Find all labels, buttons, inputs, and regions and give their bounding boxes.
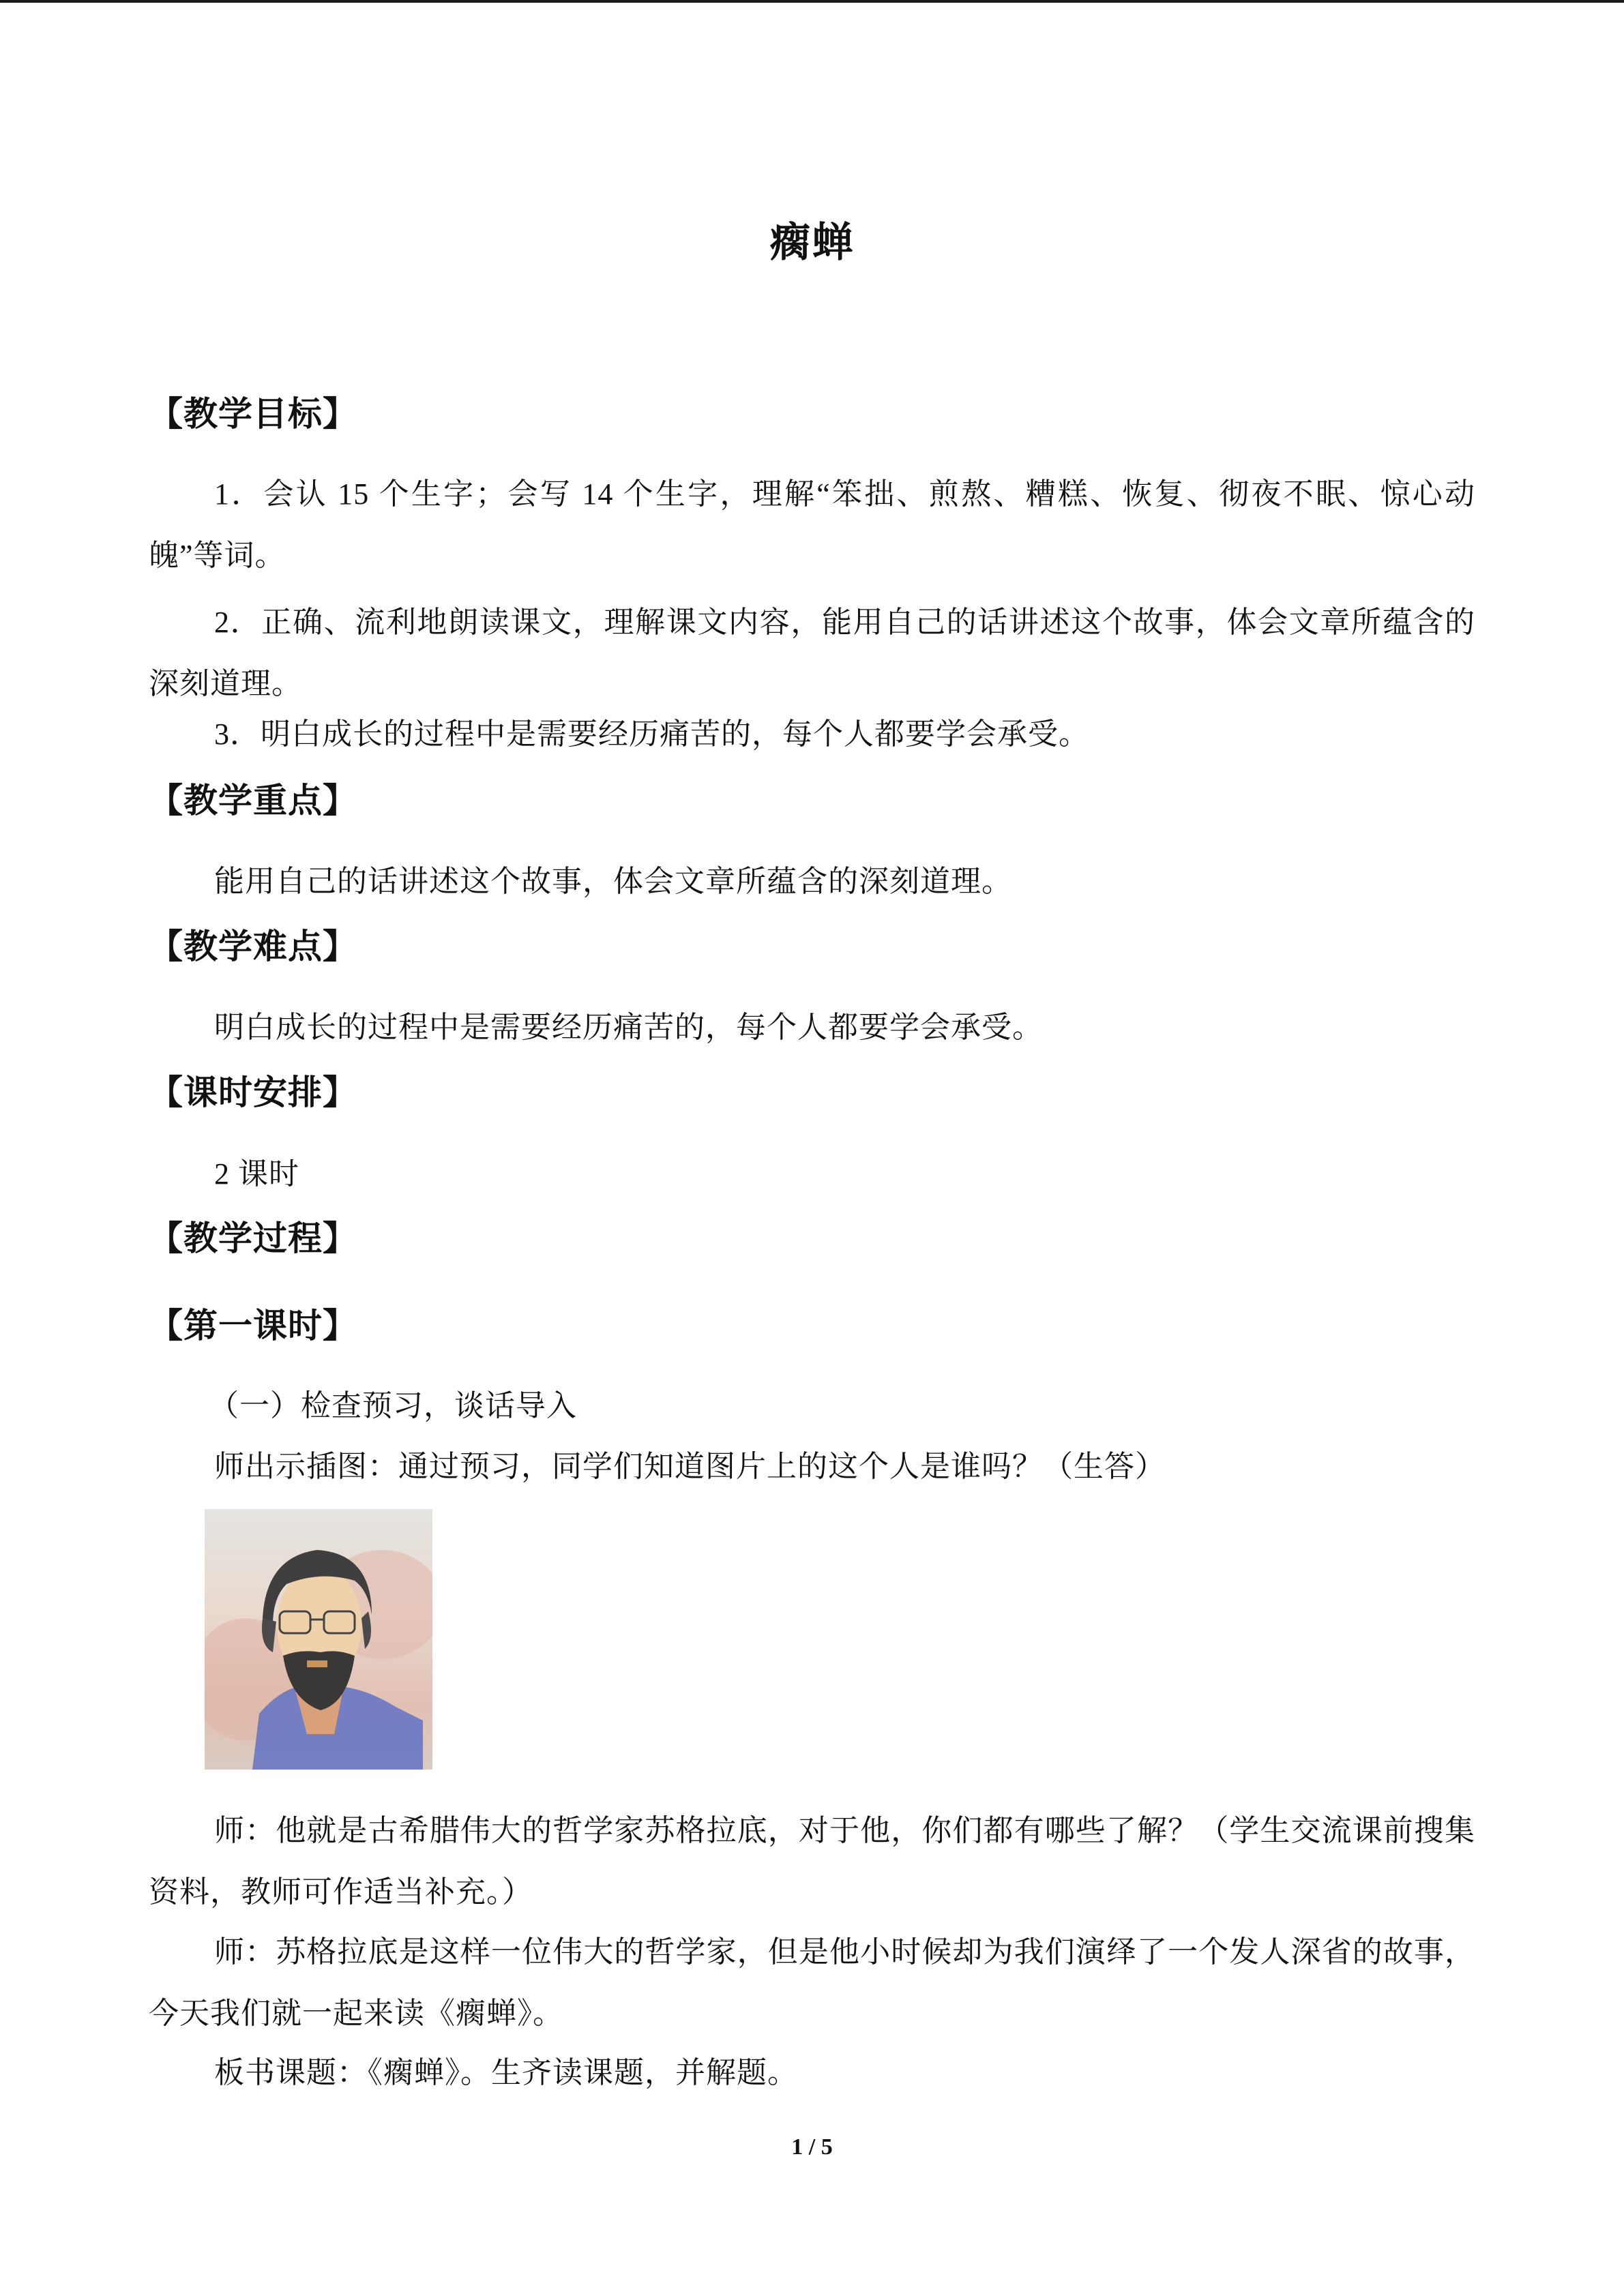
- schedule-text: 2 课时: [214, 1157, 299, 1191]
- heading-process: 【教学过程】: [149, 1219, 357, 1258]
- document-title: 瘸蝉: [769, 219, 855, 267]
- objective-item-1: 1．会认 15 个生字；会写 14 个生字，理解“笨拙、煎熬、糟糕、恢复、彻夜不眠、惊心动魄”等词。: [149, 477, 1475, 572]
- step-title: （一）检查预习，谈话导入: [209, 1389, 577, 1422]
- lesson-paragraph-2: 师：他就是古希腊伟大的哲学家苏格拉底，对于他，你们都有哪些了解？（学生交流课前搜集资料，教师可作适当补充。）: [149, 1814, 1475, 1909]
- socrates-portrait-icon: [205, 1509, 432, 1770]
- lesson-paragraph-3: 师：苏格拉底是这样一位伟大的哲学家，但是他小时候却为我们演绎了一个发人深省的故事，今天我们就一起来读《瘸蝉》。: [149, 1935, 1475, 2030]
- heading-schedule: 【课时安排】: [149, 1073, 357, 1112]
- lesson-paragraph-1: 师出示插图：通过预习，同学们知道图片上的这个人是谁吗？（生答）: [214, 1450, 1166, 1483]
- heading-difficulties: 【教学难点】: [149, 927, 357, 966]
- heading-key-points: 【教学重点】: [149, 781, 357, 820]
- page-top-border: [0, 0, 1624, 3]
- heading-objectives: 【教学目标】: [149, 394, 357, 434]
- portrait-illustration: [205, 1509, 432, 1770]
- difficulties-text: 明白成长的过程中是需要经历痛苦的，每个人都要学会承受。: [214, 1011, 1043, 1044]
- heading-lesson-one: 【第一课时】: [149, 1306, 357, 1345]
- objective-item-3: 3．明白成长的过程中是需要经历痛苦的，每个人都要学会承受。: [214, 717, 1089, 751]
- objective-item-2: 2．正确、流利地朗读课文，理解课文内容，能用自己的话讲述这个故事，体会文章所蕴含的深刻道理。: [149, 606, 1475, 700]
- key-points-text: 能用自己的话讲述这个故事，体会文章所蕴含的深刻道理。: [214, 865, 1012, 898]
- page-number: 1 / 5: [791, 2134, 833, 2160]
- lesson-paragraph-4: 板书课题：《瘸蝉》。生齐读课题，并解题。: [214, 2056, 798, 2089]
